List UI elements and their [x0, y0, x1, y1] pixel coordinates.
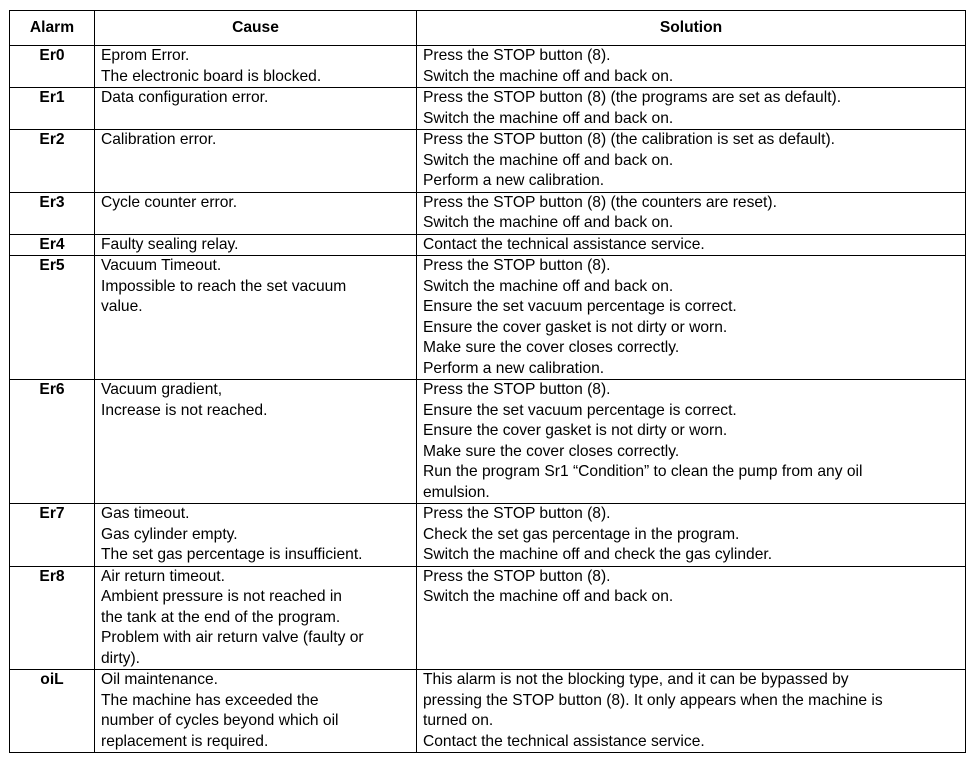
alarm-code: Er3	[10, 192, 95, 234]
solution-cell	[417, 504, 966, 567]
table-header-row	[10, 11, 966, 46]
cause-line: the tank at the end of the program.	[101, 608, 341, 626]
solution-cell	[417, 192, 966, 234]
cause-line: Increase is not reached.	[101, 401, 268, 419]
solution-line: Switch the machine off and back on.	[423, 588, 674, 605]
table-row	[10, 566, 966, 670]
cause-cell	[95, 88, 417, 130]
solution-line: Press the STOP button (8).	[423, 47, 611, 64]
solution-line: Contact the technical assistance service.	[423, 732, 705, 750]
table-body	[10, 46, 966, 753]
solution-line: Perform a new calibration.	[423, 359, 605, 377]
cause-cell	[95, 256, 417, 380]
alarm-code: Er5	[10, 256, 95, 380]
cause-cell	[95, 566, 417, 670]
solution-cell	[417, 670, 966, 753]
table-row	[10, 380, 966, 504]
cause-line: Air return timeout.	[101, 567, 225, 585]
cause-line: Vacuum gradient,	[101, 381, 223, 398]
table-row	[10, 192, 966, 234]
solution-line: Press the STOP button (8).	[423, 381, 611, 398]
cause-line: The electronic board is blocked.	[101, 67, 322, 85]
alarm-code: Er8	[10, 566, 95, 670]
solution-line: Press the STOP button (8).	[423, 567, 611, 585]
alarm-table-container	[9, 10, 965, 753]
solution-line: Ensure the cover gasket is not dirty or worn.	[423, 422, 728, 439]
solution-line: Make sure the cover closes correctly.	[423, 339, 680, 356]
cause-line: Data configuration error.	[101, 89, 269, 106]
cause-line: Eprom Error.	[101, 47, 190, 64]
solution-line: Check the set gas percentage in the program.	[423, 525, 740, 543]
solution-cell	[417, 566, 966, 670]
alarm-code: oiL	[10, 670, 95, 753]
cause-line: Oil maintenance.	[101, 671, 219, 688]
table-row	[10, 46, 966, 88]
solution-line: Contact the technical assistance service.	[423, 235, 705, 253]
header-alarm: Alarm	[10, 11, 95, 46]
cause-line: Vacuum Timeout.	[101, 257, 222, 274]
solution-cell	[417, 130, 966, 193]
table-row	[10, 504, 966, 567]
cause-line: replacement is required.	[101, 732, 269, 750]
cause-line: Calibration error.	[101, 131, 217, 148]
solution-line: Ensure the set vacuum percentage is correct.	[423, 298, 737, 315]
table-row	[10, 88, 966, 130]
cause-line: Impossible to reach the set vacuum	[101, 277, 347, 295]
alarm-code: Er0	[10, 46, 95, 88]
solution-line: Ensure the set vacuum percentage is correct.	[423, 401, 737, 419]
solution-line: Press the STOP button (8) (the programs are set as default).	[423, 89, 842, 106]
cause-line: Problem with air return valve (faulty or	[101, 629, 364, 646]
cause-line: value.	[101, 298, 143, 315]
solution-line: Switch the machine off and back on.	[423, 214, 674, 231]
solution-line: turned on.	[423, 712, 494, 729]
cause-line: Gas cylinder empty.	[101, 525, 238, 543]
table-row	[10, 256, 966, 380]
solution-line: Switch the machine off and back on.	[423, 277, 674, 295]
cause-line: Gas timeout.	[101, 505, 190, 522]
cause-line: Cycle counter error.	[101, 193, 238, 211]
alarm-code: Er1	[10, 88, 95, 130]
solution-line: Press the STOP button (8).	[423, 505, 611, 522]
solution-line: emulsion.	[423, 483, 490, 501]
solution-cell	[417, 380, 966, 504]
solution-line: Run the program Sr1 “Condition” to clean the pump from any oil	[423, 463, 863, 480]
header-solution: Solution	[417, 11, 966, 46]
solution-line: This alarm is not the blocking type, and it can be bypassed by	[423, 671, 849, 688]
solution-cell	[417, 88, 966, 130]
solution-cell	[417, 46, 966, 88]
cause-cell	[95, 46, 417, 88]
cause-line: number of cycles beyond which oil	[101, 712, 339, 729]
solution-line: Perform a new calibration.	[423, 172, 605, 189]
cause-line: dirty).	[101, 649, 140, 667]
cause-line: The machine has exceeded the	[101, 691, 319, 709]
table-row	[10, 130, 966, 193]
cause-cell	[95, 234, 417, 256]
solution-cell	[417, 234, 966, 256]
cause-cell	[95, 130, 417, 193]
alarm-code: Er6	[10, 380, 95, 504]
cause-cell	[95, 504, 417, 567]
cause-line: The set gas percentage is insufficient.	[101, 546, 363, 563]
solution-line: Press the STOP button (8).	[423, 257, 611, 274]
solution-line: Make sure the cover closes correctly.	[423, 442, 680, 460]
table-row	[10, 670, 966, 753]
cause-line: Ambient pressure is not reached in	[101, 588, 342, 605]
alarm-table	[9, 10, 966, 753]
header-cause: Cause	[95, 11, 417, 46]
solution-line: Ensure the cover gasket is not dirty or worn.	[423, 318, 728, 336]
solution-line: Switch the machine off and back on.	[423, 109, 674, 127]
alarm-code: Er2	[10, 130, 95, 193]
solution-line: pressing the STOP button (8). It only appears when the machine is	[423, 691, 883, 709]
alarm-code: Er7	[10, 504, 95, 567]
cause-line: Faulty sealing relay.	[101, 235, 239, 253]
solution-line: Switch the machine off and check the gas cylinder.	[423, 546, 773, 563]
alarm-code: Er4	[10, 234, 95, 256]
cause-cell	[95, 192, 417, 234]
cause-cell	[95, 380, 417, 504]
solution-line: Press the STOP button (8) (the calibration is set as default).	[423, 131, 835, 148]
cause-cell	[95, 670, 417, 753]
solution-cell	[417, 256, 966, 380]
solution-line: Switch the machine off and back on.	[423, 67, 674, 85]
table-row	[10, 234, 966, 256]
solution-line: Press the STOP button (8) (the counters are reset).	[423, 193, 777, 211]
solution-line: Switch the machine off and back on.	[423, 151, 674, 169]
